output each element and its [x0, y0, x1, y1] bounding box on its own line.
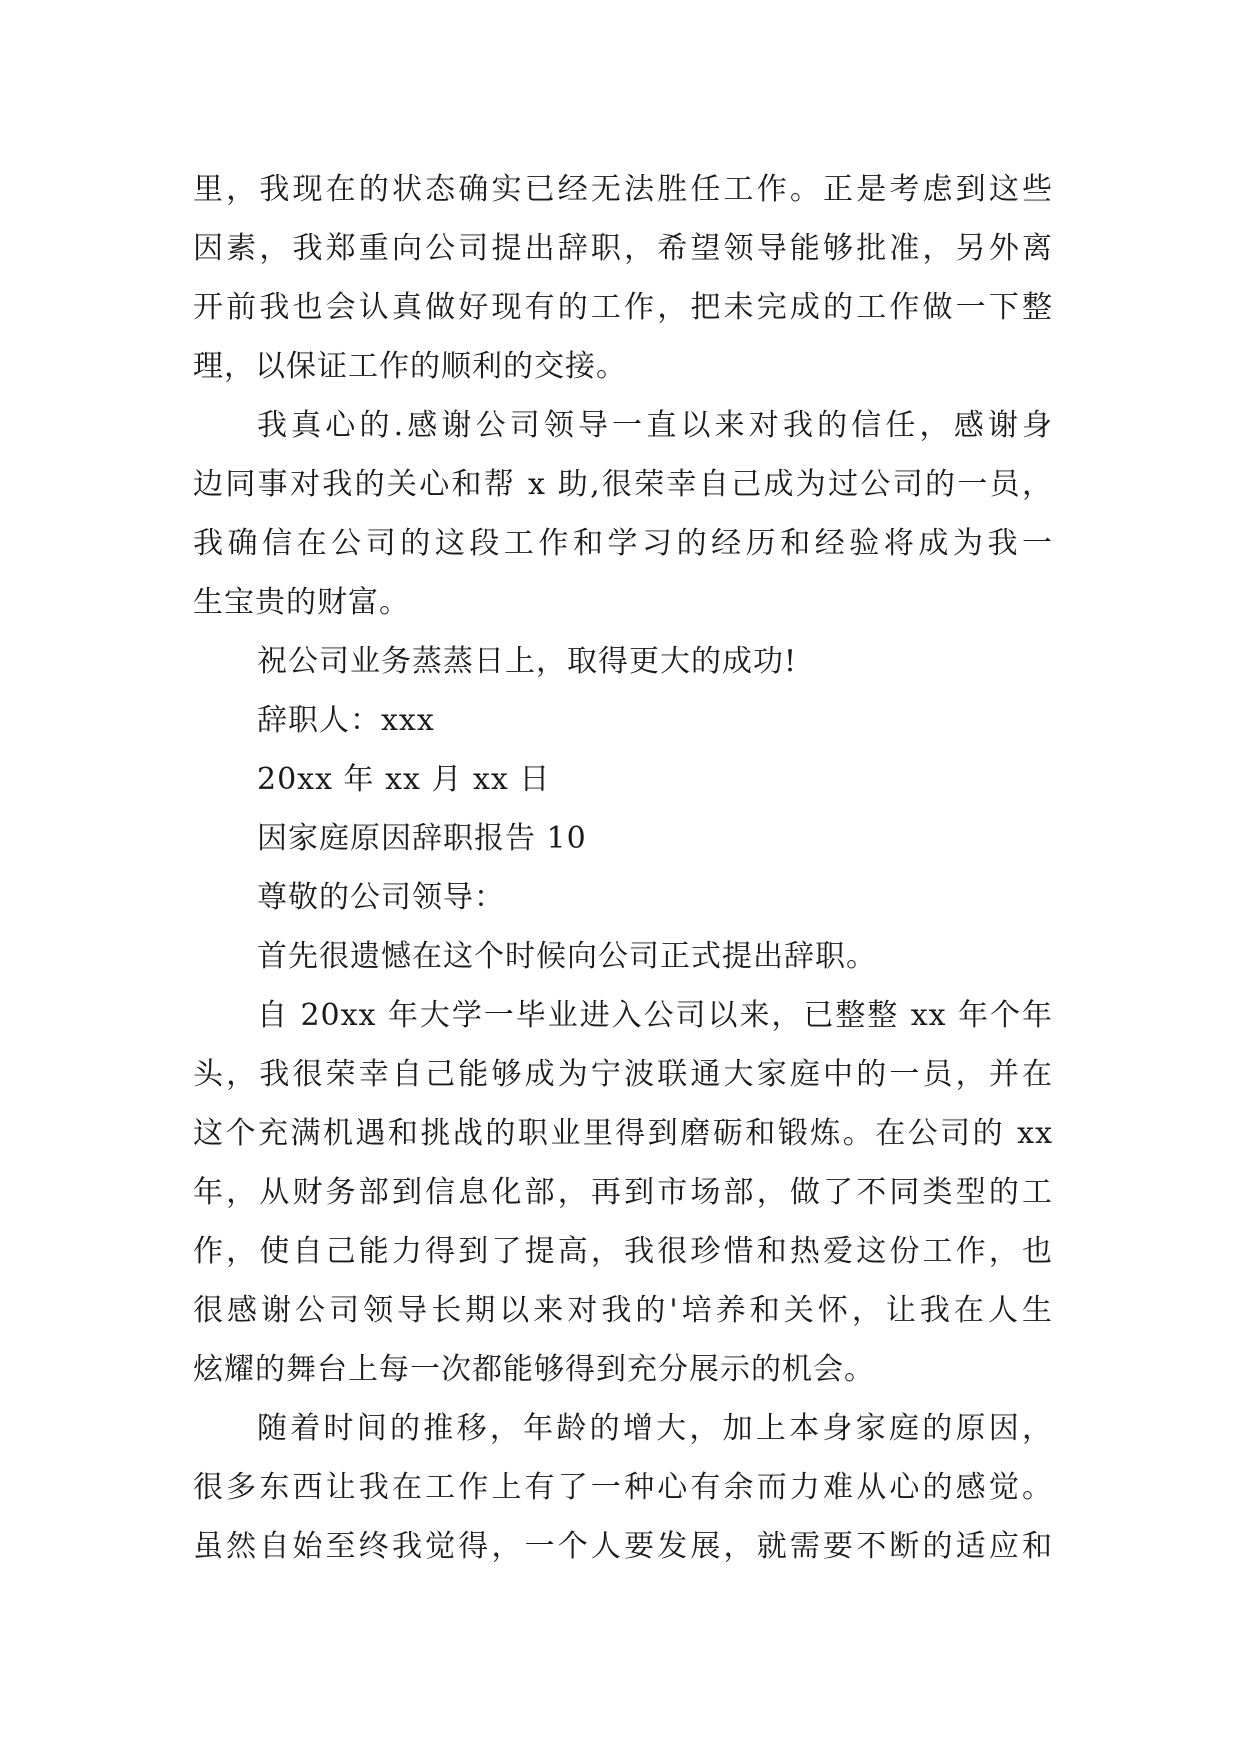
- text-line: 自 20xx 年大学一毕业进入公司以来，已整整 xx 年个年: [257, 998, 1053, 1033]
- text-line: 20xx 年 xx 月 xx 日: [257, 762, 551, 797]
- text-line: 作，使自己能力得到了提高，我很珍惜和热爱这份工作，也: [193, 1234, 1053, 1269]
- text-line: 尊敬的公司领导：: [257, 880, 505, 915]
- text-line: 边同事对我的关心和帮 x 助,很荣幸自己成为过公司的一员，: [193, 467, 1053, 502]
- text-line: 因素，我郑重向公司提出辞职，希望领导能够批准，另外离: [193, 231, 1053, 266]
- text-line: 祝公司业务蒸蒸日上，取得更大的成功!: [257, 644, 798, 679]
- text-line: 随着时间的推移，年龄的增大，加上本身家庭的原因，: [257, 1411, 1053, 1446]
- text-line: 很多东西让我在工作上有了一种心有余而力难从心的感觉。: [193, 1470, 1053, 1505]
- text-line: 首先很遗憾在这个时候向公司正式提出辞职。: [257, 939, 877, 974]
- text-line: 炫耀的舞台上每一次都能够得到充分展示的机会。: [193, 1352, 875, 1387]
- text-line: 我真心的.感谢公司领导一直以来对我的信任，感谢身: [257, 408, 1053, 443]
- document-body: [193, 160, 1053, 1576]
- text-line: 因家庭原因辞职报告 10: [257, 821, 587, 856]
- text-line: 年，从财务部到信息化部，再到市场部，做了不同类型的工: [193, 1175, 1053, 1210]
- text-line: 这个充满机遇和挑战的职业里得到磨砺和锻炼。在公司的 xx: [193, 1116, 1053, 1151]
- text-line: 虽然自始至终我觉得，一个人要发展，就需要不断的适应和: [193, 1529, 1053, 1564]
- text-line: 理，以保证工作的顺利的交接。: [193, 349, 627, 384]
- text-line: 里，我现在的状态确实已经无法胜任工作。正是考虑到这些: [193, 172, 1053, 207]
- text-line: 开前我也会认真做好现有的工作，把未完成的工作做一下整: [193, 290, 1053, 325]
- text-line: 头，我很荣幸自己能够成为宁波联通大家庭中的一员，并在: [193, 1057, 1053, 1092]
- text-line: 我确信在公司的这段工作和学习的经历和经验将成为我一: [193, 526, 1053, 561]
- text-line: 很感谢公司领导长期以来对我的'培养和关怀，让我在人生: [193, 1293, 1053, 1328]
- text-line: 辞职人：xxx: [257, 703, 435, 738]
- text-line: 生宝贵的财富。: [193, 585, 410, 620]
